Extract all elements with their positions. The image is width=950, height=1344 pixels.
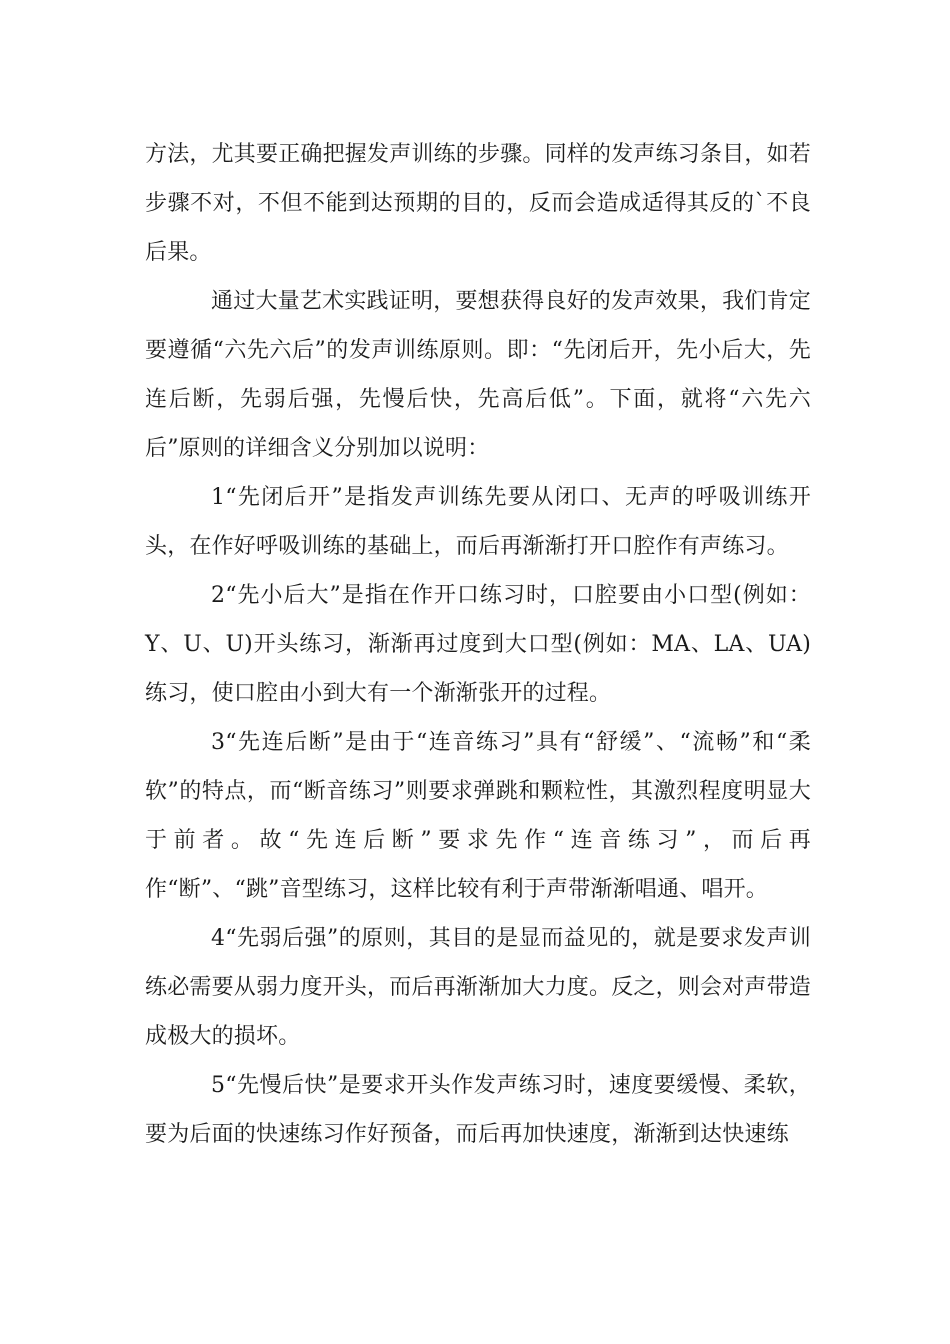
paragraph-7: 5“先慢后快”是要求开头作发声练习时，速度要缓慢、柔软，要为后面的快速练习作好预备，而后再加快速度，渐渐到达快速练 [145, 1073, 811, 1147]
paragraph-5: 3“先连后断”是由于“连音练习”具有“舒缓”、“流畅”和“柔软”的特点，而“断音练习”则要求弹跳和颗粒性，其激烈程度明显大于前者。故“先连后断”要求先作“连音练习”，而后再作“断”、“跳”音型练习，这样比较有利于声带渐渐唱通、唱开。 [145, 730, 811, 902]
paragraph-6: 4“先弱后强”的原则，其目的是显而益见的，就是要求发声训练必需要从弱力度开头，而后再渐渐加大力度。反之，则会对声带造成极大的损坏。 [145, 926, 812, 1049]
paragraph-2: 通过大量艺术实践证明，要想获得良好的发声效果，我们肯定要遵循“六先六后”的发声训练原则。即：“先闭后开，先小后大，先连后断，先弱后强，先慢后快，先高后低”。下面，就将“六先六后”原则的详细含义分别加以说明： [145, 289, 811, 461]
document-body [145, 130, 811, 1159]
paragraph-4: 2“先小后大”是指在作开口练习时，口腔要由小口型(例如：Y、U、U)开头练习，渐渐再过度到大口型(例如：MA、LA、UA)练习，使口腔由小到大有一个渐渐张开的过程。 [145, 583, 811, 706]
paragraph-1: 方法，尤其要正确把握发声训练的步骤。同样的发声练习条目，如若步骤不对，不但不能到达预期的目的，反而会造成适得其反的`不良后果。 [145, 142, 812, 265]
paragraph-3: 1“先闭后开”是指发声训练先要从闭口、无声的呼吸训练开头，在作好呼吸训练的基础上，而后再渐渐打开口腔作有声练习。 [145, 485, 811, 559]
